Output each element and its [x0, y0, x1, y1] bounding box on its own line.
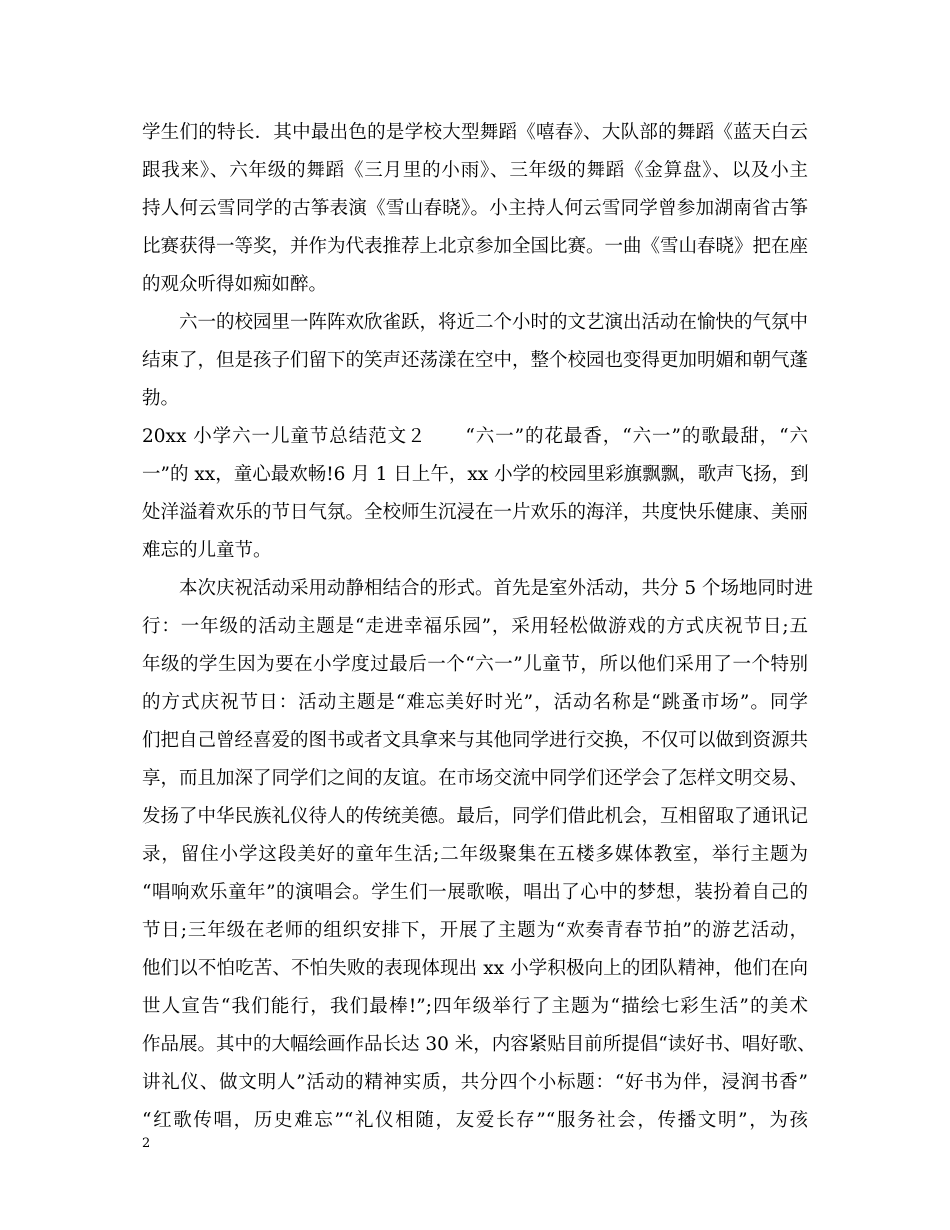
text-line: 六一的校园里一阵阵欢欣雀跃，将近二个小时的文艺演出活动在愉快的气氛中 — [179, 312, 809, 333]
text-line: 年级的学生因为要在小学度过最后一个“六一”儿童节，所以他们采用了一个特别 — [142, 654, 808, 675]
text-line: 发扬了中华民族礼仪待人的传统美德。最后，同学们借此机会，互相留取了通讯记 — [142, 806, 809, 827]
text-line: “红歌传唱，历史难忘”“礼仪相随，友爱长存”“服务社会，传播文明”，为孩 — [142, 1110, 808, 1131]
text-line: 世人宣告“我们能行，我们最棒!”;四年级举行了主题为“描绘七彩生活”的美术 — [142, 996, 808, 1017]
text-line: 录，留住小学这段美好的童年生活;二年级聚集在五楼多媒体教室，举行主题为 — [142, 844, 808, 865]
text-line: 本次庆祝活动采用动静相结合的形式。首先是室外活动，共分 5 个场地同时进 — [179, 578, 814, 599]
text-line: 比赛获得一等奖，并作为代表推荐上北京参加全国比赛。一曲《雪山春晓》把在座 — [142, 236, 809, 257]
text-line: 勃。 — [142, 388, 180, 409]
text-line: 节日;三年级在老师的组织安排下，开展了主题为“欢奏青春节拍”的游艺活动， — [142, 920, 808, 941]
text-line: 学生们的特长．其中最出色的是学校大型舞蹈《嘻春》、大队部的舞蹈《蓝天白云 — [142, 122, 808, 143]
text-line: 们把自己曾经喜爱的图书或者文具拿来与其他同学进行交换，不仅可以做到资源共 — [142, 730, 809, 751]
text-line: 他们以不怕吃苦、不怕失败的表现体现出 xx 小学积极向上的团队精神，他们在向 — [142, 958, 808, 979]
text-line: 一”的 xx，童心最欢畅!6 月 1 日上午，xx 小学的校园里彩旗飘飘，歌声飞扬，到 — [142, 464, 809, 485]
text-line: 跟我来》、六年级的舞蹈《三月里的小雨》、三年级的舞蹈《金算盘》、以及小主 — [142, 160, 808, 181]
text-line: 处洋溢着欢乐的节日气氛。全校师生沉浸在一片欢乐的海洋，共度快乐健康、美丽 — [142, 502, 809, 523]
text-line: 享，而且加深了同学们之间的友谊。在市场交流中同学们还学会了怎样文明交易、 — [142, 768, 809, 789]
document-body — [142, 114, 816, 1140]
page-number: 2 — [142, 1136, 151, 1151]
text-line: 作品展。其中的大幅绘画作品长达 30 米，内容紧贴目前所提倡“读好书、唱好歌、 — [142, 1034, 816, 1055]
text-line: 持人何云雪同学的古筝表演《雪山春晓》。小主持人何云雪同学曾参加湖南省古筝 — [142, 198, 808, 219]
text-line: 讲礼仪、做文明人”活动的精神实质，共分四个小标题：“好书为伴，浸润书香” — [142, 1072, 808, 1093]
text-line: 结束了，但是孩子们留下的笑声还荡漾在空中，整个校园也变得更加明媚和朝气蓬 — [142, 350, 809, 371]
text-line: 难忘的儿童节。 — [142, 540, 272, 561]
text-line: 的方式庆祝节日：活动主题是“难忘美好时光”，活动名称是“跳蚤市场”。同学 — [142, 692, 808, 713]
text-line: “唱响欢乐童年”的演唱会。学生们一展歌喉，唱出了心中的梦想，装扮着自己的 — [142, 882, 808, 903]
text-line: 行：一年级的活动主题是“走进幸福乐园”，采用轻松做游戏的方式庆祝节日;五 — [142, 616, 808, 637]
text-line: 20xx 小学六一儿童节总结范文２ “六一”的花最香，“六一”的歌最甜，“六 — [142, 426, 808, 447]
text-line: 的观众听得如痴如醉。 — [142, 274, 328, 295]
